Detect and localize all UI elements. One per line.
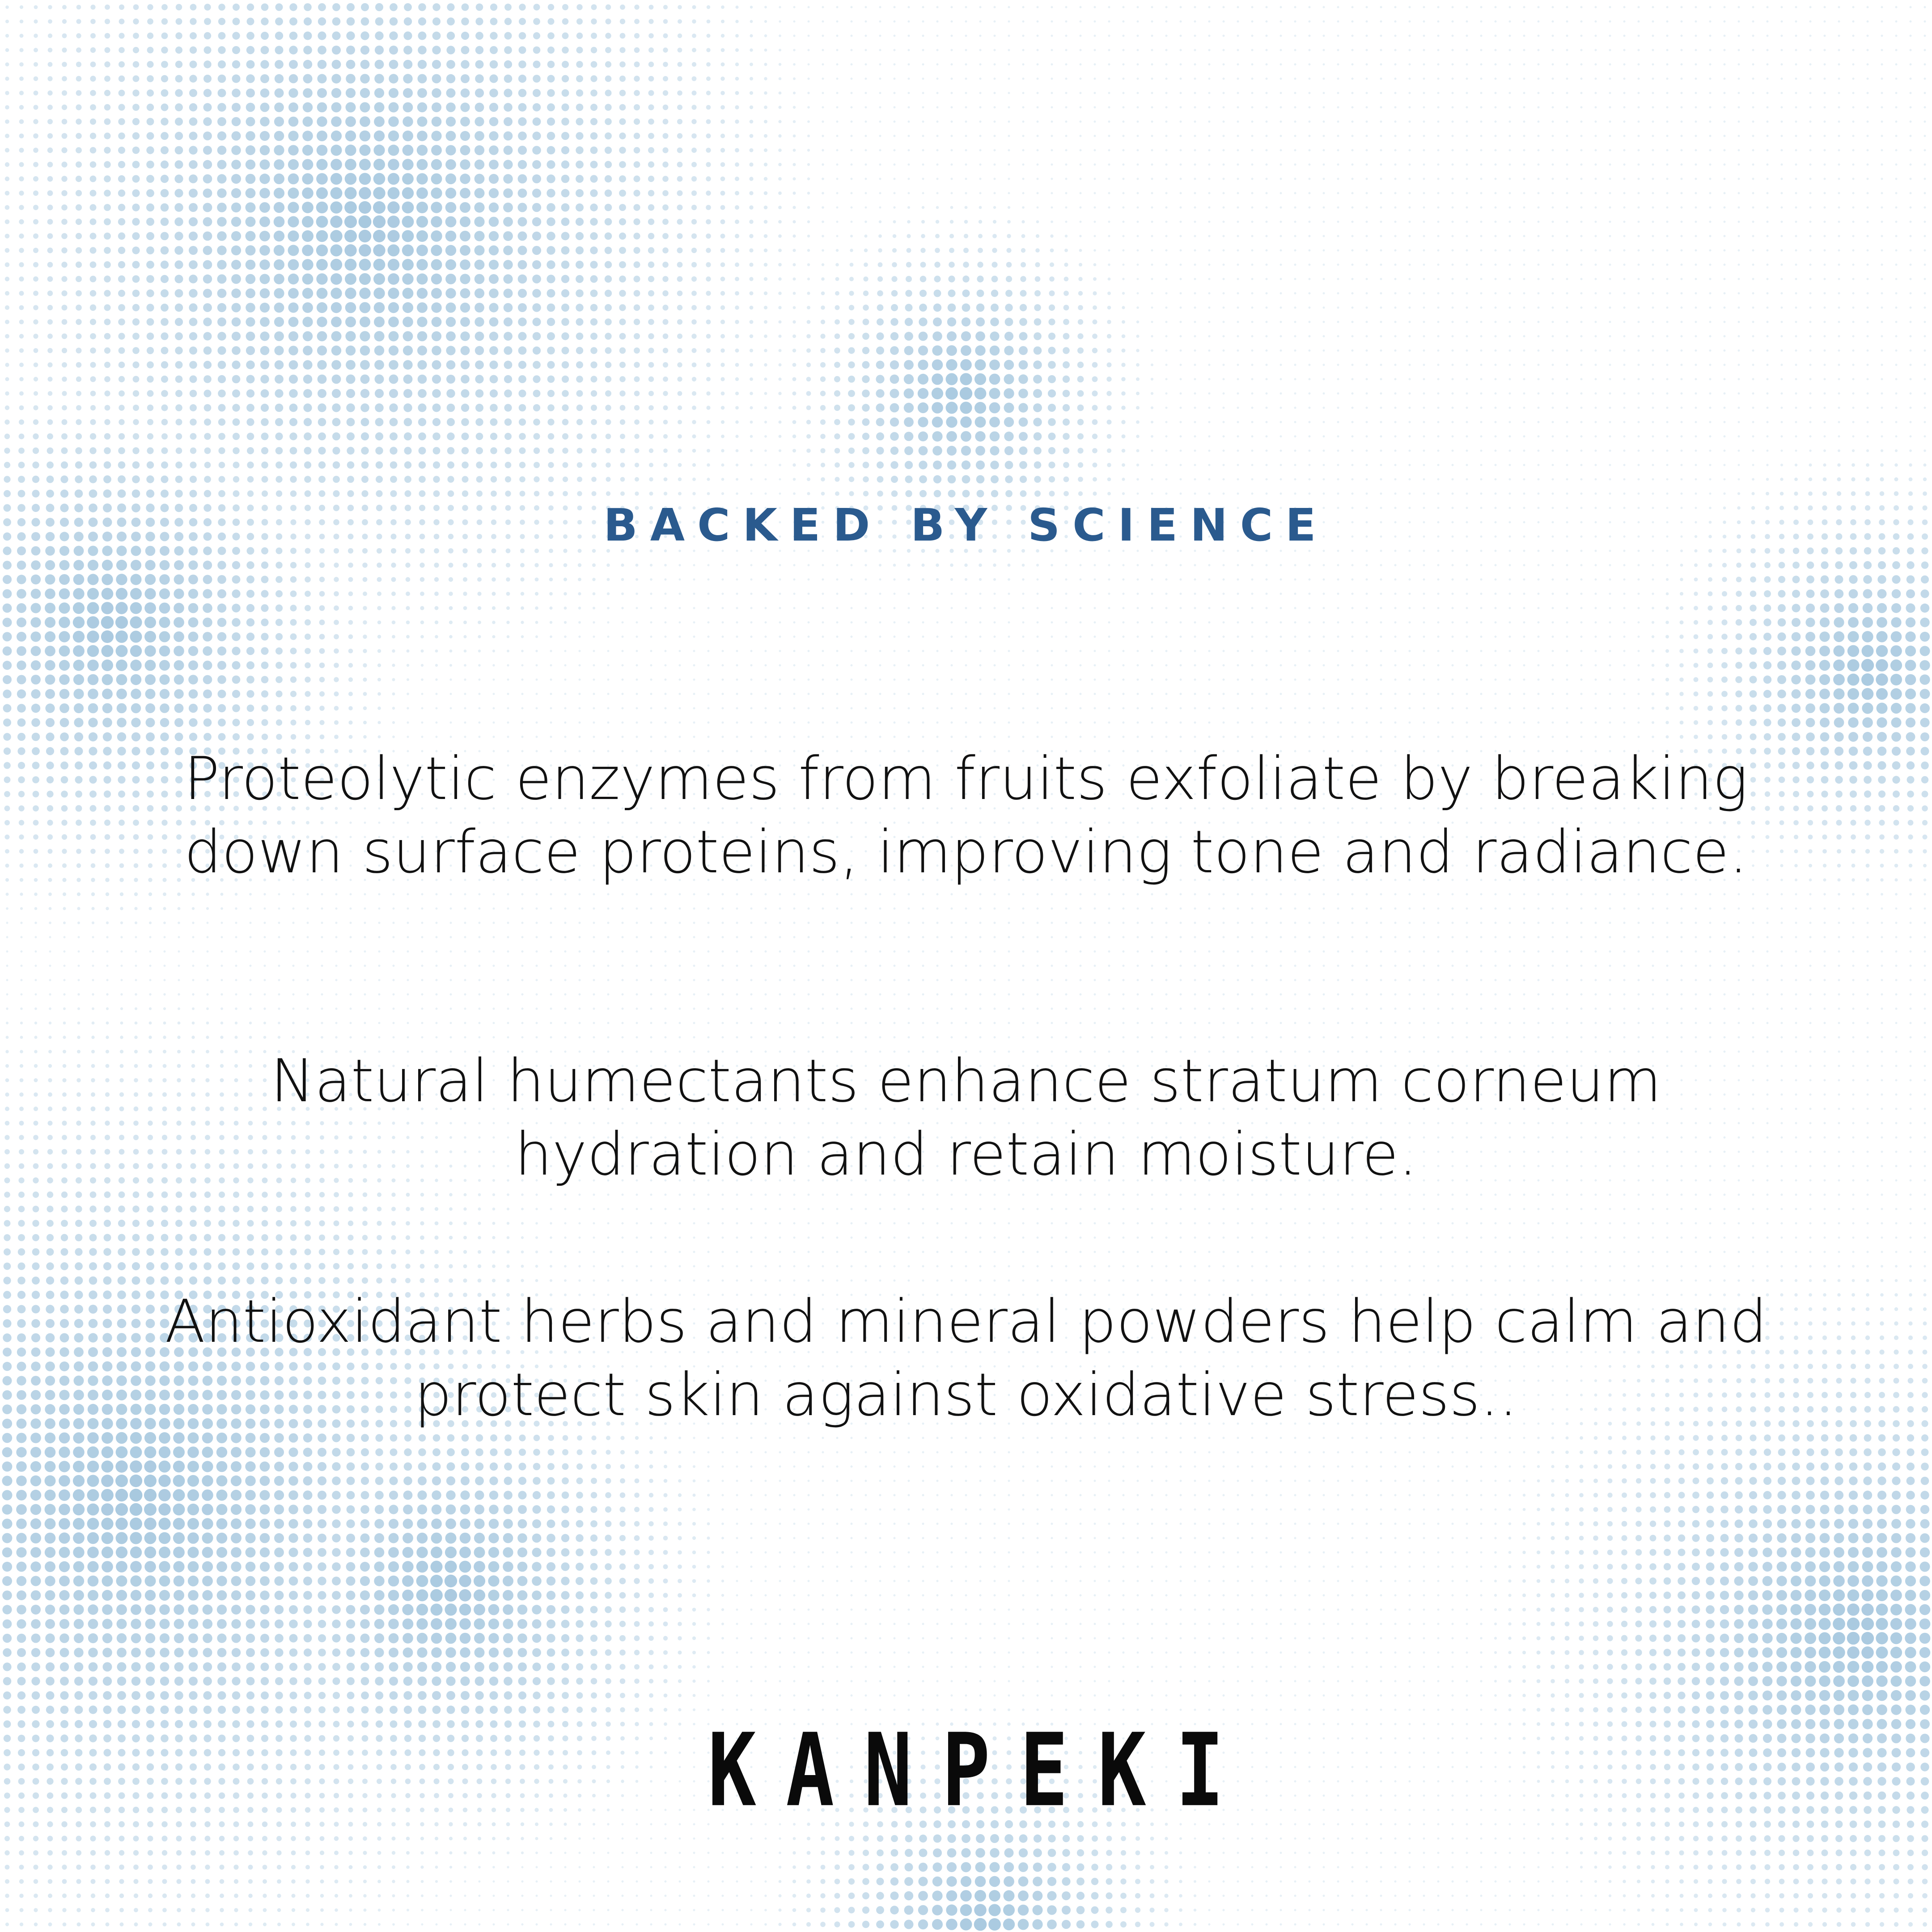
section-heading: BACKED BY SCIENCE	[603, 499, 1329, 551]
brand-logo	[0, 1712, 1932, 1829]
paragraph-humectants: Natural humectants enhance stratum corneum hydration and retain moisture.	[270, 1047, 1662, 1189]
brand-wordmark: KANPEKI	[708, 1712, 1254, 1829]
paragraph-antioxidants: Antioxidant herbs and mineral powders help calm and protect skin against oxidative stress..	[165, 1287, 1767, 1429]
paragraph-enzymes: Proteolytic enzymes from fruits exfoliate by breaking down surface proteins, improving tone and radiance.	[184, 744, 1748, 887]
